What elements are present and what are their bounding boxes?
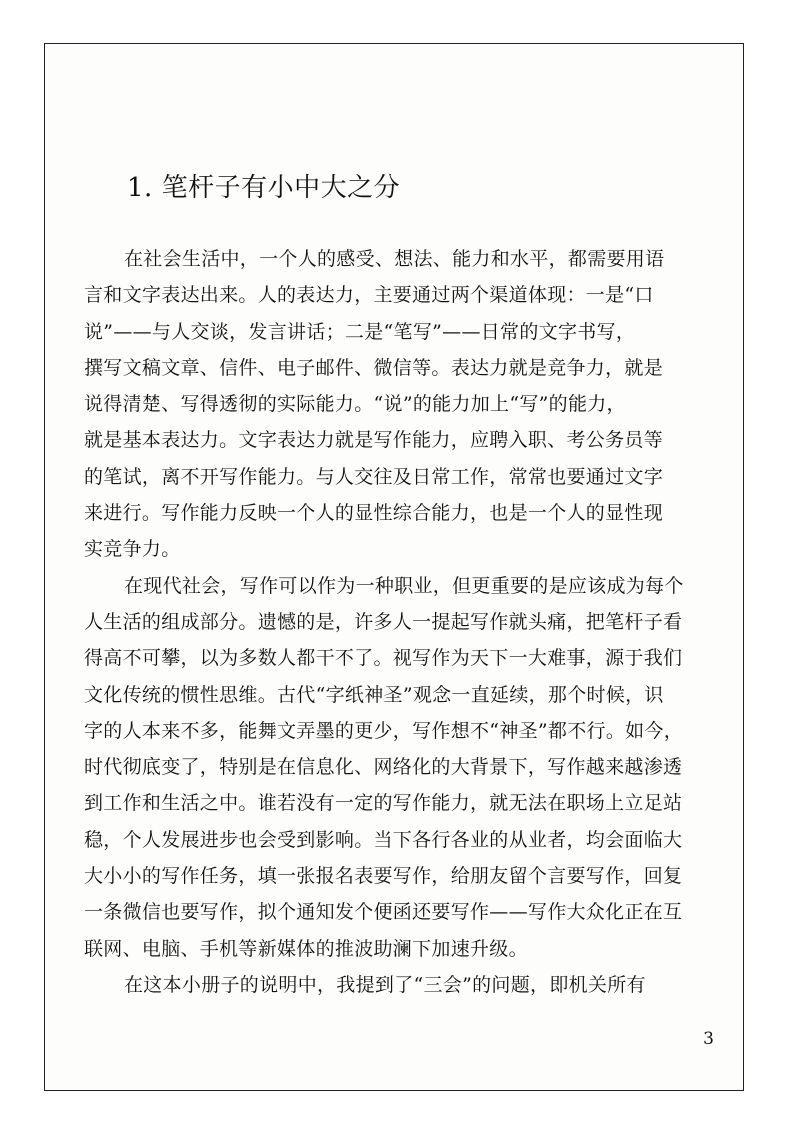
text-line: 字的人本来不多，能舞文弄墨的更少，写作想不“神圣”都不行。如今， — [84, 719, 684, 742]
page-number: 3 — [703, 1029, 714, 1049]
text-line: 联网、电脑、手机等新媒体的推波助澜下加速升级。 — [84, 937, 528, 960]
text-line: 人生活的组成部分。遗憾的是，许多人一提起写作就头痛，把笔杆子看 — [84, 610, 683, 633]
text-line: 到工作和生活之中。谁若没有一定的写作能力，就无法在职场上立足站 — [84, 792, 683, 815]
text-line: 实竞争力。 — [84, 538, 181, 561]
text-line: 就是基本表达力。文字表达力就是写作能力，应聘入职、考公务员等 — [84, 429, 664, 452]
text-line: 文化传统的惯性思维。古代“字纸神圣”观念一直延续，那个时候，识 — [84, 683, 664, 706]
text-line: 稳，个人发展进步也会受到影响。当下各行各业的从业者，均会面临大 — [84, 828, 683, 851]
text-line: 撰写文稿文章、信件、电子邮件、微信等。表达力就是竞争力，就是 — [84, 356, 664, 379]
text-line: 说”——与人交谈，发言讲话；二是“笔写”——日常的文字书写， — [84, 320, 636, 343]
text-line: 得高不可攀，以为多数人都干不了。视写作为天下一大难事，源于我们 — [84, 647, 683, 670]
text-line: 在现代社会，写作可以作为一种职业，但更重要的是应该成为每个 — [124, 574, 684, 597]
text-line: 大小小的写作任务，填一张报名表要写作，给朋友留个言要写作，回复 — [84, 865, 683, 888]
text-line: 言和文字表达出来。人的表达力，主要通过两个渠道体现：一是“口 — [84, 284, 654, 307]
text-line: 来进行。写作能力反映一个人的显性综合能力，也是一个人的显性现 — [84, 502, 664, 525]
text-line: 时代彻底变了，特别是在信息化、网络化的大背景下，写作越来越渗透 — [84, 756, 683, 779]
text-line: 一条微信也要写作，拟个通知发个便函还要写作——写作大众化正在互 — [84, 901, 683, 924]
text-line: 在社会生活中，一个人的感受、想法、能力和水平，都需要用语 — [124, 248, 665, 270]
body-text — [84, 241, 724, 1003]
text-line: 说得清楚、写得透彻的实际能力。“说”的能力加上“写”的能力， — [84, 393, 626, 416]
text-line: 在这本小册子的说明中，我提到了“三会”的问题，即机关所有 — [124, 973, 646, 996]
text-line: 的笔试，离不开写作能力。与人交往及日常工作，常常也要通过文字 — [84, 465, 664, 488]
section-heading: 1. 笔杆子有小中大之分 — [127, 173, 401, 203]
